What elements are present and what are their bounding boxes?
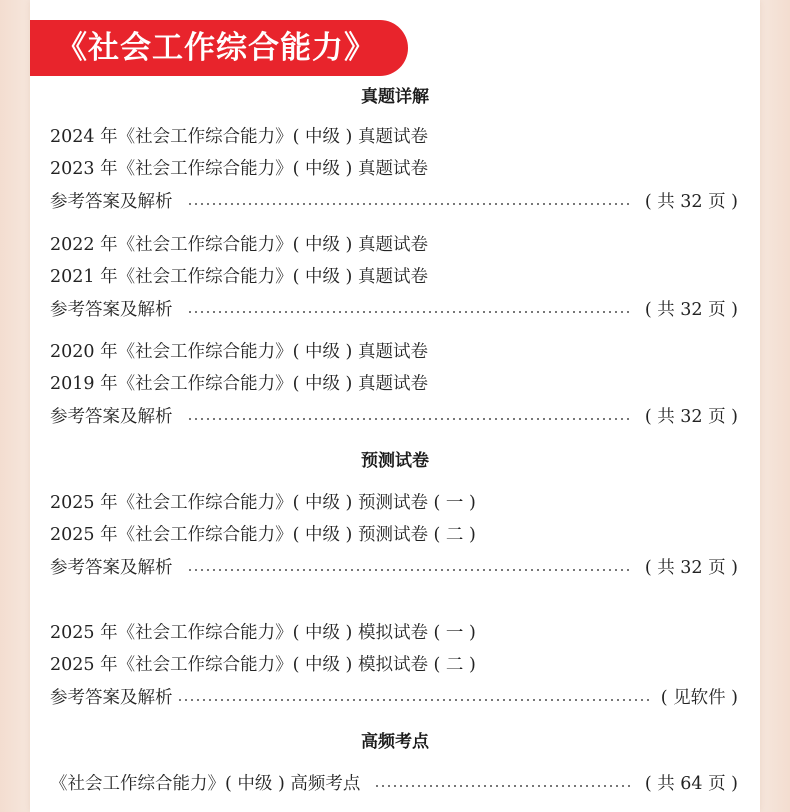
toc-answer-row — [50, 556, 738, 580]
section-heading-real-exams: 真题详解 — [361, 87, 429, 107]
page-count: ( 共 64 页 ) — [644, 774, 738, 794]
toc-line: 2019 年《社会工作综合能力》( 中级 ) 真题试卷 — [50, 374, 428, 394]
title-banner: 《社会工作综合能力》 — [30, 20, 408, 76]
toc-line: 2020 年《社会工作综合能力》( 中级 ) 真题试卷 — [50, 342, 428, 362]
toc-entry-row — [50, 772, 738, 796]
answer-label: 参考答案及解析 — [50, 192, 173, 212]
answer-label: 参考答案及解析 — [50, 300, 173, 320]
page-count: ( 见软件 ) — [660, 688, 738, 708]
answer-label: 参考答案及解析 — [50, 558, 173, 578]
toc-answer-row — [50, 405, 738, 429]
entry-label: 《社会工作综合能力》( 中级 ) 高频考点 — [50, 774, 361, 794]
section-heading-key-points: 高频考点 — [361, 732, 429, 752]
dot-leader — [374, 785, 632, 787]
dot-leader — [187, 311, 633, 313]
toc-line: 2022 年《社会工作综合能力》( 中级 ) 真题试卷 — [50, 235, 428, 255]
toc-line: 2023 年《社会工作综合能力》( 中级 ) 真题试卷 — [50, 159, 428, 179]
toc-answer-row — [50, 298, 738, 322]
dot-leader — [187, 418, 633, 420]
toc-answer-row — [50, 190, 738, 214]
answer-label: 参考答案及解析 — [50, 688, 173, 708]
page-count: ( 共 32 页 ) — [644, 558, 738, 578]
toc-line: 2025 年《社会工作综合能力》( 中级 ) 预测试卷 ( 二 ) — [50, 525, 476, 545]
toc-line: 2021 年《社会工作综合能力》( 中级 ) 真题试卷 — [50, 267, 428, 287]
page-count: ( 共 32 页 ) — [644, 407, 738, 427]
toc-answer-row — [50, 686, 738, 710]
toc-line: 2025 年《社会工作综合能力》( 中级 ) 模拟试卷 ( 一 ) — [50, 623, 476, 643]
dot-leader — [177, 699, 649, 701]
dot-leader — [187, 569, 633, 571]
dot-leader — [187, 203, 633, 205]
page-count: ( 共 32 页 ) — [644, 192, 738, 212]
answer-label: 参考答案及解析 — [50, 407, 173, 427]
section-heading-predicted-exams: 预测试卷 — [361, 451, 429, 471]
toc-line: 2024 年《社会工作综合能力》( 中级 ) 真题试卷 — [50, 127, 428, 147]
toc-line: 2025 年《社会工作综合能力》( 中级 ) 预测试卷 ( 一 ) — [50, 493, 476, 513]
toc-line: 2025 年《社会工作综合能力》( 中级 ) 模拟试卷 ( 二 ) — [50, 655, 476, 675]
page-count: ( 共 32 页 ) — [644, 300, 738, 320]
